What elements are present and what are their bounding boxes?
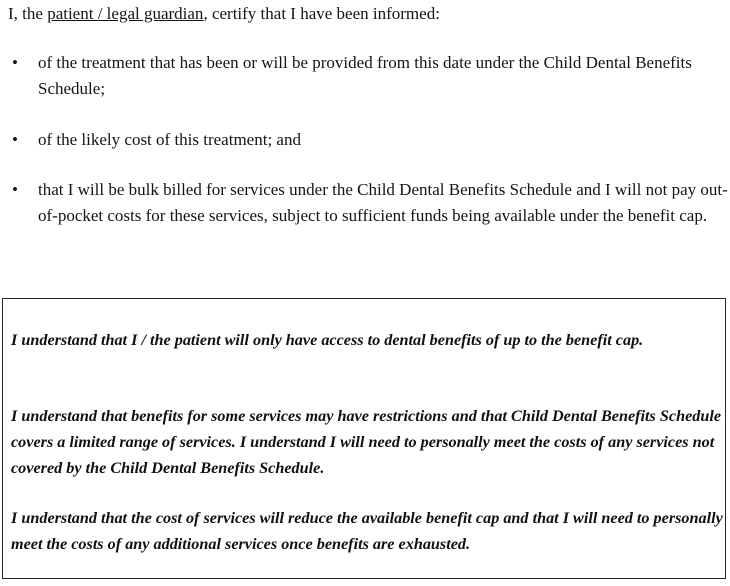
acknowledgement-paragraph: I understand that the cost of services will reduce the available benefit cap and that I will need to personally meet the costs of any additional services once benefits are exhausted. [11, 509, 723, 553]
acknowledgement-paragraph: I understand that benefits for some services may have restrictions and that Child Dental Benefits Schedule covers a limited range of services. I understand I will need to personally meet the costs of any services not covered by the Child Dental Benefits Schedule. [11, 407, 722, 477]
bullet-icon: • [12, 53, 18, 72]
list-item: of the likely cost of this treatment; and [38, 130, 301, 149]
list-item: that I will be bulk billed for services under the Child Dental Benefits Schedule and I will not pay out-of-pocket costs for these services, subject to sufficient funds being available under the benefit cap. [38, 180, 728, 225]
intro-prefix: I, the [8, 4, 48, 23]
acknowledgement-paragraph: I understand that I / the patient will only have access to dental benefits of up to the benefit cap. [11, 331, 644, 349]
list-item: of the treatment that has been or will be provided from this date under the Child Dental Benefits Schedule; [38, 53, 692, 98]
intro-suffix: , certify that I have been informed: [203, 4, 440, 23]
acknowledgement-box [2, 298, 726, 579]
certification-statement [8, 2, 440, 26]
intro-underlined-role: patient / legal guardian [47, 4, 204, 23]
bullet-icon: • [12, 130, 18, 149]
bullet-icon: • [12, 180, 18, 199]
